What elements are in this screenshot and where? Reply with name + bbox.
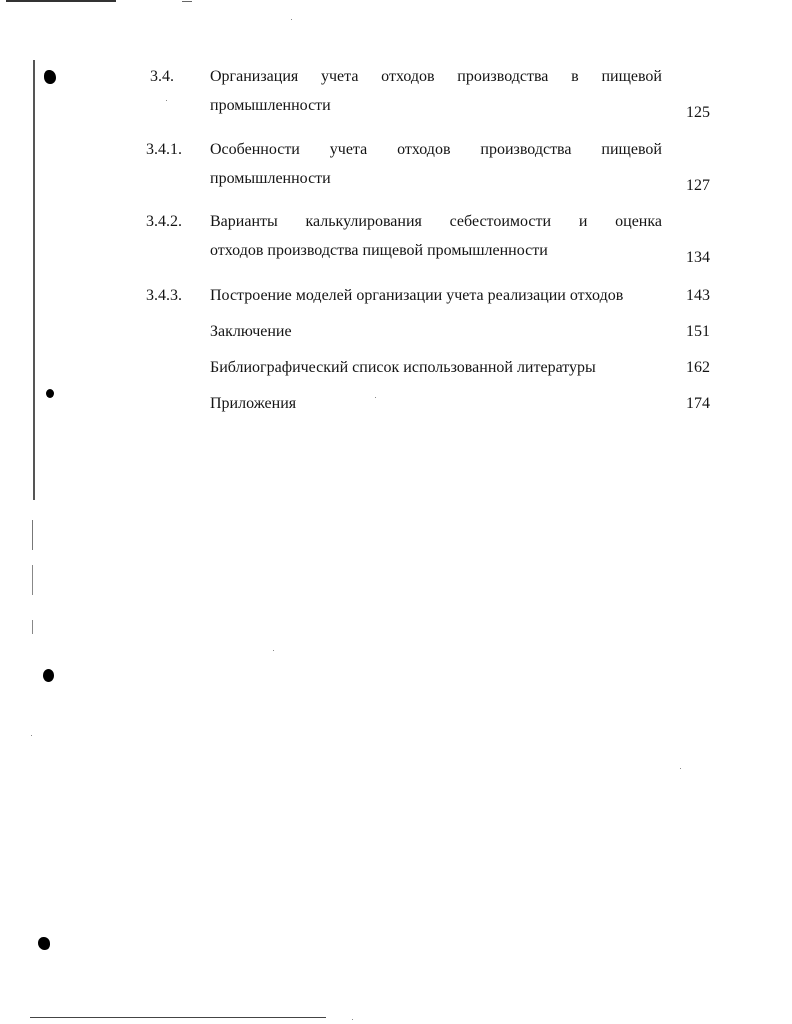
toc-entry-number: 3.4. (150, 68, 174, 85)
scan-speck (166, 100, 167, 101)
scan-speck (352, 1019, 353, 1020)
scan-left-edge (32, 620, 33, 634)
binder-hole-mark (44, 70, 56, 84)
toc-title-word: и (578, 213, 588, 230)
toc-entry-title (210, 281, 670, 310)
toc-entry-page: 127 (686, 177, 710, 194)
toc-entry-page: 143 (686, 287, 710, 304)
toc-title-word: пищевой (601, 68, 662, 85)
binder-hole-mark (46, 389, 54, 398)
scan-speck (273, 650, 274, 651)
toc-title-word: Организация (210, 68, 299, 85)
scan-speck (291, 19, 292, 20)
scan-left-edge (32, 520, 33, 550)
toc-title-line (210, 207, 662, 236)
toc-title-line (210, 62, 662, 91)
toc-entry-title (210, 389, 662, 418)
scan-speck (680, 768, 681, 769)
toc-entry-title (210, 207, 662, 265)
scan-edge-mark (182, 1, 192, 2)
toc-entry-title (210, 62, 662, 120)
toc-title-word: оценка (615, 213, 662, 230)
toc-entry-title (210, 317, 662, 346)
toc-title-word: производства (457, 68, 549, 85)
toc-entry-number: 3.4.1. (146, 141, 182, 158)
scan-edge-line (6, 0, 116, 2)
toc-title-line (210, 135, 662, 164)
scan-left-edge (32, 565, 33, 595)
toc-title-word: Особенности (210, 141, 300, 158)
toc-title-line: промышленности (210, 97, 331, 114)
toc-entry-page: 162 (686, 359, 710, 376)
toc-title-line: Библиографический список использованной литературы (210, 359, 596, 376)
toc-entry-page: 125 (686, 104, 710, 121)
toc-title-line: Заключение (210, 323, 292, 340)
binder-hole-mark (38, 937, 50, 950)
binder-hole-mark (43, 669, 54, 682)
toc-title-word: калькулирования (305, 213, 422, 230)
toc-title-line: Приложения (210, 395, 297, 412)
scan-left-edge (33, 60, 35, 500)
toc-title-word: отходов (381, 68, 435, 85)
toc-title-line: Построение моделей организации учета реализации отходов (210, 287, 624, 304)
toc-entry-title (210, 353, 670, 382)
scan-speck (31, 735, 32, 736)
toc-entry-page: 151 (686, 323, 710, 340)
toc-entry-page: 174 (686, 395, 710, 412)
toc-title-word: производства (480, 141, 572, 158)
toc-title-word: Варианты (210, 213, 278, 230)
toc-entry-number: 3.4.3. (146, 287, 182, 304)
toc-title-word: учета (329, 141, 368, 158)
toc-title-word: отходов (397, 141, 451, 158)
toc-title-line: промышленности (210, 170, 331, 187)
toc-title-word: пищевой (601, 141, 662, 158)
toc-title-word: в (571, 68, 579, 85)
scan-bottom-edge (30, 1017, 326, 1018)
toc-title-line: отходов производства пищевой промышленности (210, 242, 548, 259)
toc-entry-number: 3.4.2. (146, 213, 182, 230)
toc-entry-page: 134 (686, 249, 710, 266)
toc-title-word: учета (320, 68, 359, 85)
toc-title-word: себестоимости (449, 213, 552, 230)
toc-entry-title (210, 135, 662, 193)
